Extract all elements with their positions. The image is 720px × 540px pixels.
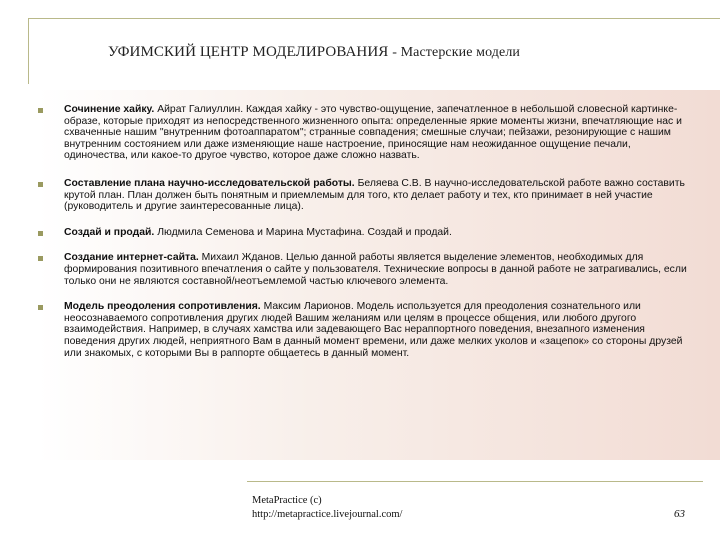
item-text: Максим Ларионов. Модель используется для преодоления сознательного или неосознаваемого сопротивления других людей Вашим желаниям или целям в процессе общения, или любого другого взаимодействия. Например, в случаях хамства или задевающего Вас нераппортного поведения, внезапного изменения поведения других людей, неприятного Вам в данный момент времени, или даже мелких уколов и «зацепок» со стороны друзей или знакомых, с которыми Вы в раппорте общаетесь в данный момент. <box>64 301 683 359</box>
footer-credits <box>252 494 402 522</box>
item-heading: Создай и продай. <box>64 226 155 238</box>
square-bullet-icon <box>38 231 43 236</box>
square-bullet-icon <box>38 256 43 261</box>
bullet-list <box>38 104 688 373</box>
title-subtitle: - Мастерские модели <box>392 45 521 60</box>
item-text: Айрат Галиуллин. Каждая хайку - это чувство-ощущение, запечатленное в небольшой словесной картинке-образе, которые приходят из непосредственного жизненного опыта: определенные яркие моменты жизни, впечатляющие нас и схваченные нашим "внутренним фотоаппаратом"; странные совпадения; смешные случаи; пейзажи, резонирующие с нашим внутренним состоянием или даже изменяющие наше настроение, приносящие нам неожиданное ощущение печали, одиночества, или какое-то другое чувство, которое даже сложно назвать. <box>64 104 682 162</box>
list-item <box>38 301 688 359</box>
item-text: Людмила Семенова и Марина Мустафина. Создай и продай. <box>157 226 452 238</box>
page-title <box>108 44 520 61</box>
item-heading: Составление плана научно-исследовательской работы. <box>64 177 355 189</box>
item-heading: Создание интернет-сайта. <box>64 252 199 264</box>
footer-copyright: MetaPractice (c) <box>252 495 322 506</box>
item-text: Михаил Жданов. Целью данной работы является выделение элементов, необходимых для формирования позитивного впечатления о сайте у пользователя. Технические вопросы в данной работе не затрагивались, если только они не являются составной/неотъемлемой частью ключевого элемента. <box>64 252 687 287</box>
list-item <box>38 104 688 162</box>
page-number: 63 <box>674 508 685 520</box>
item-text: Беляева С.В. В научно-исследовательской работе важно составить крутой план. План должен быть понятным и приемлемым для того, кто делает работу и тех, кто принимает в ней участие (руководитель и другие заинтересованные лица). <box>64 177 685 213</box>
item-heading: Модель преодоления сопротивления. <box>64 301 261 313</box>
footer-url[interactable]: http://metapractice.livejournal.com/ <box>252 509 403 520</box>
square-bullet-icon <box>38 108 43 113</box>
list-item <box>38 178 688 213</box>
list-item <box>38 252 688 287</box>
list-item <box>38 227 688 239</box>
title-main: УФИМСКИЙ ЦЕНТР МОДЕЛИРОВАНИЯ <box>108 44 389 60</box>
square-bullet-icon <box>38 305 43 310</box>
footer-divider <box>247 481 703 482</box>
square-bullet-icon <box>38 182 43 187</box>
item-heading: Сочинение хайку. <box>64 104 155 115</box>
